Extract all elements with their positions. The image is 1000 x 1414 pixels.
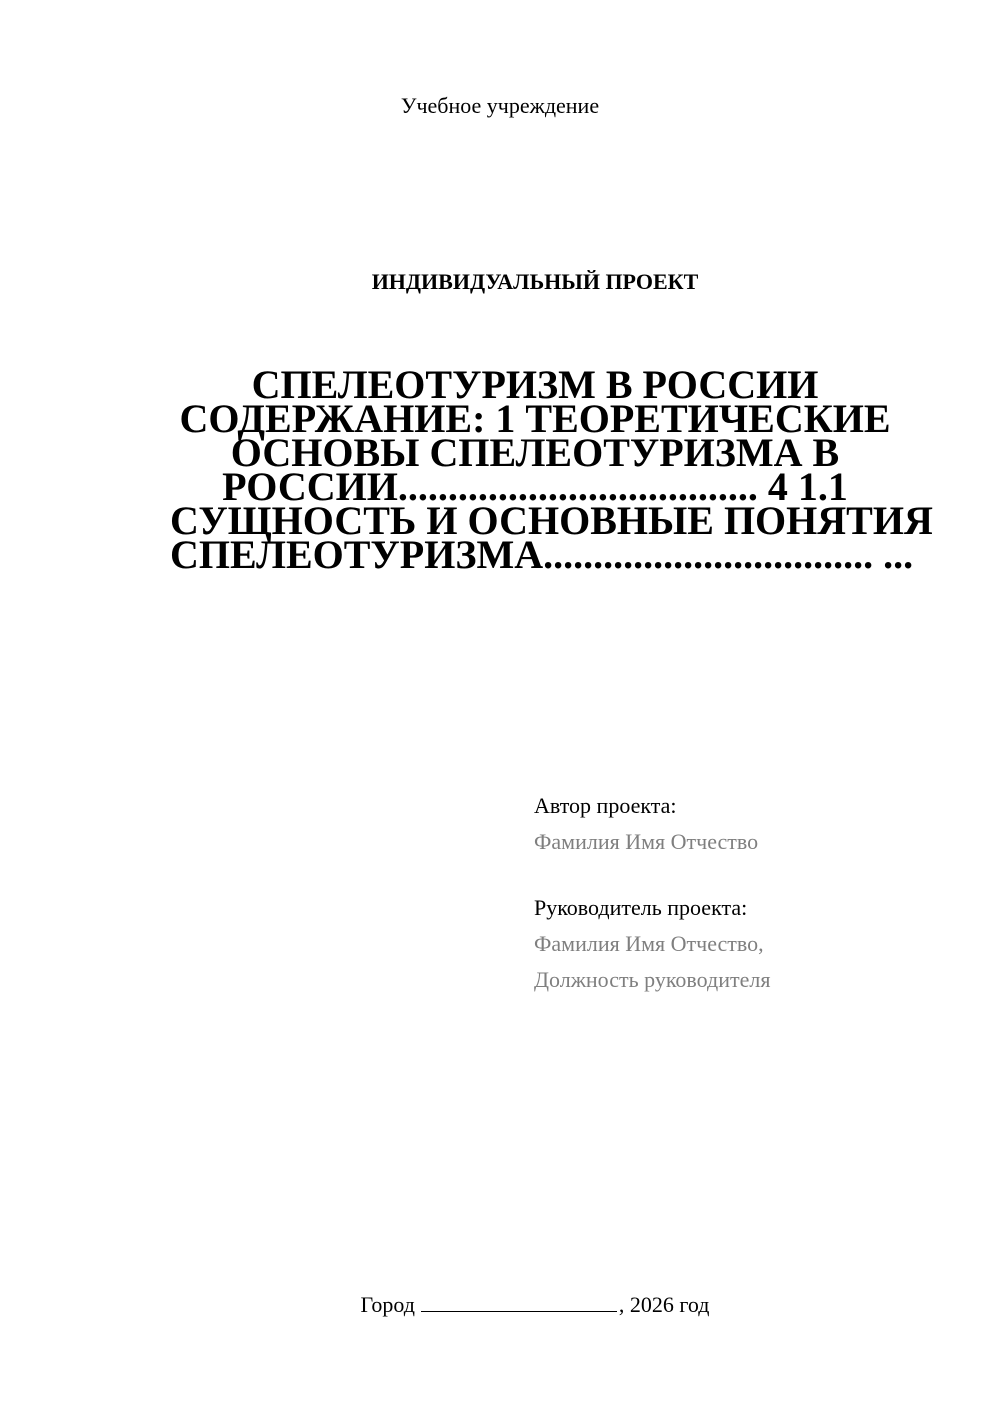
footer-city-year — [0, 1290, 1000, 1320]
title-line: СУЩНОСТЬ И ОСНОВНЫЕ ПОНЯТИЯ — [170, 498, 933, 543]
author-label: Автор проекта: — [534, 793, 677, 818]
title-line: СПЕЛЕОТУРИЗМ В РОССИИ — [251, 362, 819, 407]
project-title — [170, 362, 933, 577]
title-line: СПЕЛЕОТУРИЗМА................................. ... — [170, 532, 914, 577]
year-text: , 2026 год — [618, 1292, 710, 1317]
city-label: Город — [360, 1292, 415, 1317]
signature-spacer — [534, 860, 974, 890]
supervisor-position: Должность руководителя — [534, 967, 771, 992]
title-line: СОДЕРЖАНИЕ: 1 ТЕОРЕТИЧЕСКИЕ — [179, 396, 891, 441]
city-blank-line — [421, 1291, 617, 1312]
title-line: ОСНОВЫ СПЕЛЕОТУРИЗМА В — [230, 430, 840, 475]
author-name: Фамилия Имя Отчество — [534, 829, 759, 854]
supervisor-label: Руководитель проекта: — [534, 895, 748, 920]
title-line: РОССИИ.................................... 4 1.1 — [222, 464, 848, 509]
supervisor-name: Фамилия Имя Отчество, — [534, 931, 764, 956]
document-type: ИНДИВИДУАЛЬНЫЙ ПРОЕКТ — [371, 269, 699, 294]
signature-block — [534, 788, 974, 998]
institution-name: Учебное учреждение — [400, 93, 600, 118]
